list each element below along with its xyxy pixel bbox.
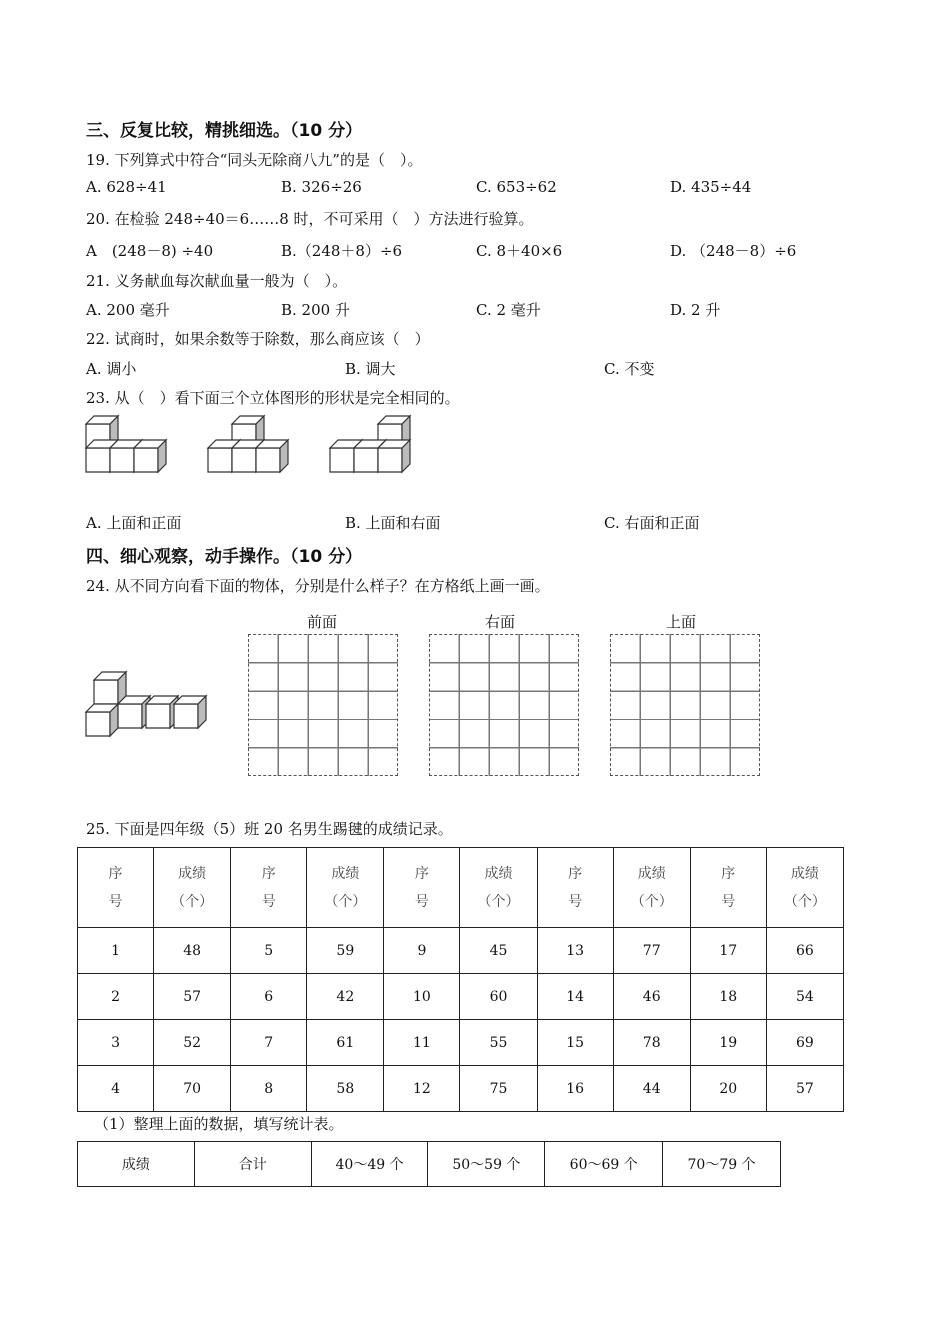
q23-option-a[interactable]: A. 上面和正面 [86,514,182,532]
header-seq: 序 号 [78,848,154,928]
table-cell: 6 [231,974,307,1020]
header-seq: 序 号 [537,848,613,928]
table-row [78,928,844,974]
q22-option-c[interactable]: C. 不变 [604,360,655,378]
header-score: 成绩 （个） [307,848,384,928]
table-cell: 3 [78,1020,154,1066]
grid-label-front: 前面 [307,613,338,631]
q20-option-d[interactable]: D. （248－8）÷6 [670,242,797,260]
table-cell: 13 [537,928,613,974]
q21-option-a[interactable]: A. 200 毫升 [86,301,170,319]
q19-stem: 19. 下列算式中符合“同头无除商八九”的是（ ）。 [86,151,423,169]
table-cell: 14 [537,974,613,1020]
q25-sub1: （1）整理上面的数据，填写统计表。 [94,1115,344,1133]
table-cell: 57 [766,1066,843,1112]
stat-header-cell: 60～69 个 [545,1142,663,1187]
q20-option-a[interactable]: A (248－8) ÷40 [86,242,214,260]
q20-stem: 20. 在检验 248÷40＝6……8 时，不可采用（ ）方法进行验算。 [86,210,534,228]
q19-option-c[interactable]: C. 653÷62 [476,178,557,196]
table-cell: 20 [690,1066,766,1112]
grid-label-top: 上面 [666,613,697,631]
stat-header-cell: 50～59 个 [428,1142,545,1187]
q20-option-b[interactable]: B.（248＋8）÷6 [281,242,403,260]
table-cell: 1 [78,928,154,974]
table-cell: 59 [307,928,384,974]
q19-option-d[interactable]: D. 435÷44 [670,178,752,196]
table-cell: 75 [460,1066,537,1112]
q20-option-c[interactable]: C. 8＋40×6 [476,242,563,260]
grid-paper-front[interactable] [248,634,398,776]
header-score: 成绩 （个） [766,848,843,928]
q22-stem: 22. 试商时，如果余数等于除数，那么商应该（ ） [86,330,430,348]
table-cell: 15 [537,1020,613,1066]
stat-header-cell: 70～79 个 [663,1142,781,1187]
table-cell: 9 [384,928,460,974]
table-cell: 17 [690,928,766,974]
table-cell: 58 [307,1066,384,1112]
q23-stem: 23. 从（ ）看下面三个立体图形的形状是完全相同的。 [86,389,460,407]
q23-option-b[interactable]: B. 上面和右面 [345,514,441,532]
table-row [78,1020,844,1066]
q22-option-a[interactable]: A. 调小 [86,360,137,378]
table-cell: 5 [231,928,307,974]
header-seq: 序 号 [231,848,307,928]
table-cell: 8 [231,1066,307,1112]
q23-figure-1 [86,416,166,472]
q21-option-d[interactable]: D. 2 升 [670,301,721,319]
q24-stem: 24. 从不同方向看下面的物体，分别是什么样子？在方格纸上画一画。 [86,577,550,595]
table-cell: 7 [231,1020,307,1066]
q25-stem: 25. 下面是四年级（5）班 20 名男生踢毽的成绩记录。 [86,820,453,838]
q23-figure-3 [330,416,410,472]
stat-header-row [78,1142,781,1187]
table-cell: 70 [154,1066,231,1112]
grid-paper-top[interactable] [610,634,760,776]
table-cell: 16 [537,1066,613,1112]
header-score: 成绩 （个） [613,848,690,928]
table-cell: 10 [384,974,460,1020]
table-cell: 69 [766,1020,843,1066]
header-seq: 序 号 [384,848,460,928]
table-cell: 4 [78,1066,154,1112]
stat-header-cell: 成绩 [78,1142,195,1187]
table-cell: 57 [154,974,231,1020]
stat-header-cell: 40～49 个 [311,1142,428,1187]
section4-title: 四、细心观察，动手操作。（10 分） [86,547,363,567]
grid-paper-right[interactable] [429,634,579,776]
table-cell: 19 [690,1020,766,1066]
table-row [78,974,844,1020]
table-cell: 44 [613,1066,690,1112]
table-cell: 2 [78,974,154,1020]
section3-title: 三、反复比较，精挑细选。（10 分） [86,121,363,141]
table-cell: 77 [613,928,690,974]
table-cell: 52 [154,1020,231,1066]
table-cell: 60 [460,974,537,1020]
q23-figures [84,414,424,474]
q25-stat-table [77,1141,781,1187]
q23-option-c[interactable]: C. 右面和正面 [604,514,700,532]
header-seq: 序 号 [690,848,766,928]
q25-record-table [77,847,844,1112]
q21-option-c[interactable]: C. 2 毫升 [476,301,541,319]
q19-option-b[interactable]: B. 326÷26 [281,178,362,196]
table-cell: 18 [690,974,766,1020]
table-cell: 11 [384,1020,460,1066]
header-score: 成绩 （个） [460,848,537,928]
table-cell: 54 [766,974,843,1020]
stat-header-cell: 合计 [194,1142,311,1187]
q21-stem: 21. 义务献血每次献血量一般为（ ）。 [86,272,348,290]
table-cell: 66 [766,928,843,974]
table-cell: 46 [613,974,690,1020]
q24-object [84,670,219,746]
q19-option-a[interactable]: A. 628÷41 [86,178,167,196]
table-cell: 55 [460,1020,537,1066]
q21-option-b[interactable]: B. 200 升 [281,301,350,319]
table-cell: 78 [613,1020,690,1066]
table-cell: 12 [384,1066,460,1112]
header-score: 成绩 （个） [154,848,231,928]
table-cell: 45 [460,928,537,974]
table-row [78,1066,844,1112]
q25-header-row [78,848,844,928]
grid-label-right: 右面 [485,613,516,631]
q22-option-b[interactable]: B. 调大 [345,360,396,378]
table-cell: 48 [154,928,231,974]
q23-figure-2 [208,416,288,472]
table-cell: 61 [307,1020,384,1066]
table-cell: 42 [307,974,384,1020]
